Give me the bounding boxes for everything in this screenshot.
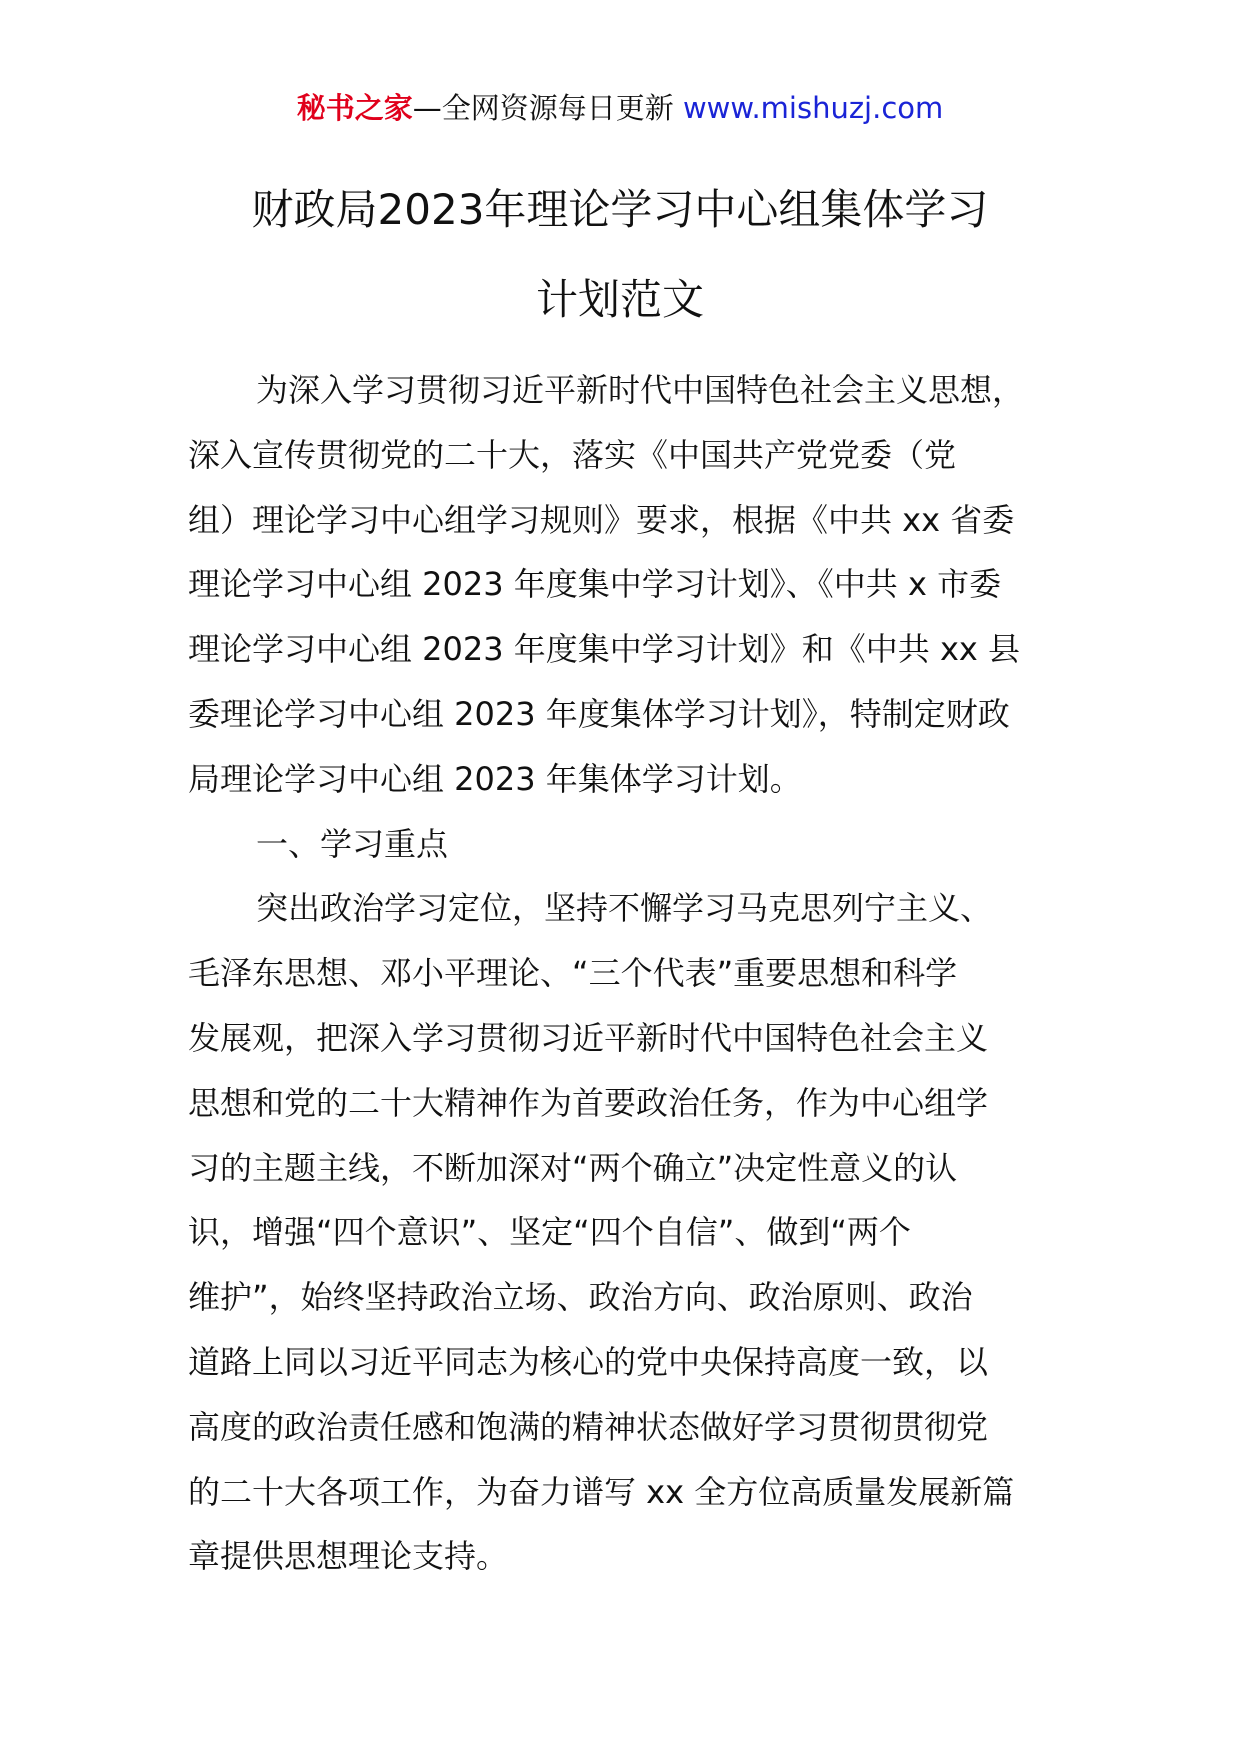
body-line: 理论学习中心组 2023 年度集中学习计划》、《中共 x 市委 bbox=[188, 565, 1002, 604]
document-title-line-2: 计划范文 bbox=[535, 275, 704, 324]
body-line: 委理论学习中心组 2023 年度集体学习计划》，特制定财政 bbox=[188, 694, 1010, 733]
section-heading: 一、学习重点 bbox=[256, 824, 449, 863]
body-line: 局理论学习中心组 2023 年集体学习计划。 bbox=[188, 759, 802, 798]
body-line: 毛泽东思想、邓小平理论、“三个代表”重要思想和科学 bbox=[188, 954, 958, 993]
body-line: 道路上同以习近平同志为核心的党中央保持高度一致，以 bbox=[188, 1342, 989, 1381]
body-line: 为深入学习贯彻习近平新时代中国特色社会主义思想， bbox=[256, 371, 1025, 409]
document-title-line-1: 财政局2023年理论学习中心组集体学习 bbox=[251, 185, 989, 234]
body-line: 发展观，把深入学习贯彻习近平新时代中国特色社会主义 bbox=[188, 1018, 989, 1057]
body-line: 识，增强“四个意识”、坚定“四个自信”、做到“两个 bbox=[188, 1213, 911, 1252]
body-line: 深入宣传贯彻党的二十大，落实《中国共产党党委（党 bbox=[188, 435, 957, 474]
body-line: 组）理论学习中心组学习规则》要求，根据《中共 xx 省委 bbox=[188, 500, 1015, 539]
document-body bbox=[188, 358, 1058, 1589]
body-line: 思想和党的二十大精神作为首要政治任务，作为中心组学 bbox=[188, 1083, 989, 1122]
site-brand: 秘书之家 bbox=[296, 91, 413, 125]
body-line: 章提供思想理论支持。 bbox=[188, 1537, 509, 1576]
site-url-link[interactable]: www.mishuzj.com bbox=[682, 91, 944, 125]
body-line: 习的主题主线，不断加深对“两个确立”决定性意义的认 bbox=[188, 1148, 958, 1187]
body-line: 高度的政治责任感和饱满的精神状态做好学习贯彻贯彻党 bbox=[188, 1407, 989, 1446]
site-header bbox=[0, 88, 1240, 128]
body-line: 维护”，始终坚持政治立场、政治方向、政治原则、政治 bbox=[188, 1278, 973, 1317]
site-tagline: —全网资源每日更新 bbox=[412, 91, 683, 125]
body-line: 理论学习中心组 2023 年度集中学习计划》和《中共 xx 县 bbox=[188, 630, 1021, 669]
body-line: 的二十大各项工作，为奋力谱写 xx 全方位高质量发展新篇 bbox=[188, 1472, 1015, 1511]
body-line: 突出政治学习定位，坚持不懈学习马克思列宁主义、 bbox=[256, 889, 993, 928]
